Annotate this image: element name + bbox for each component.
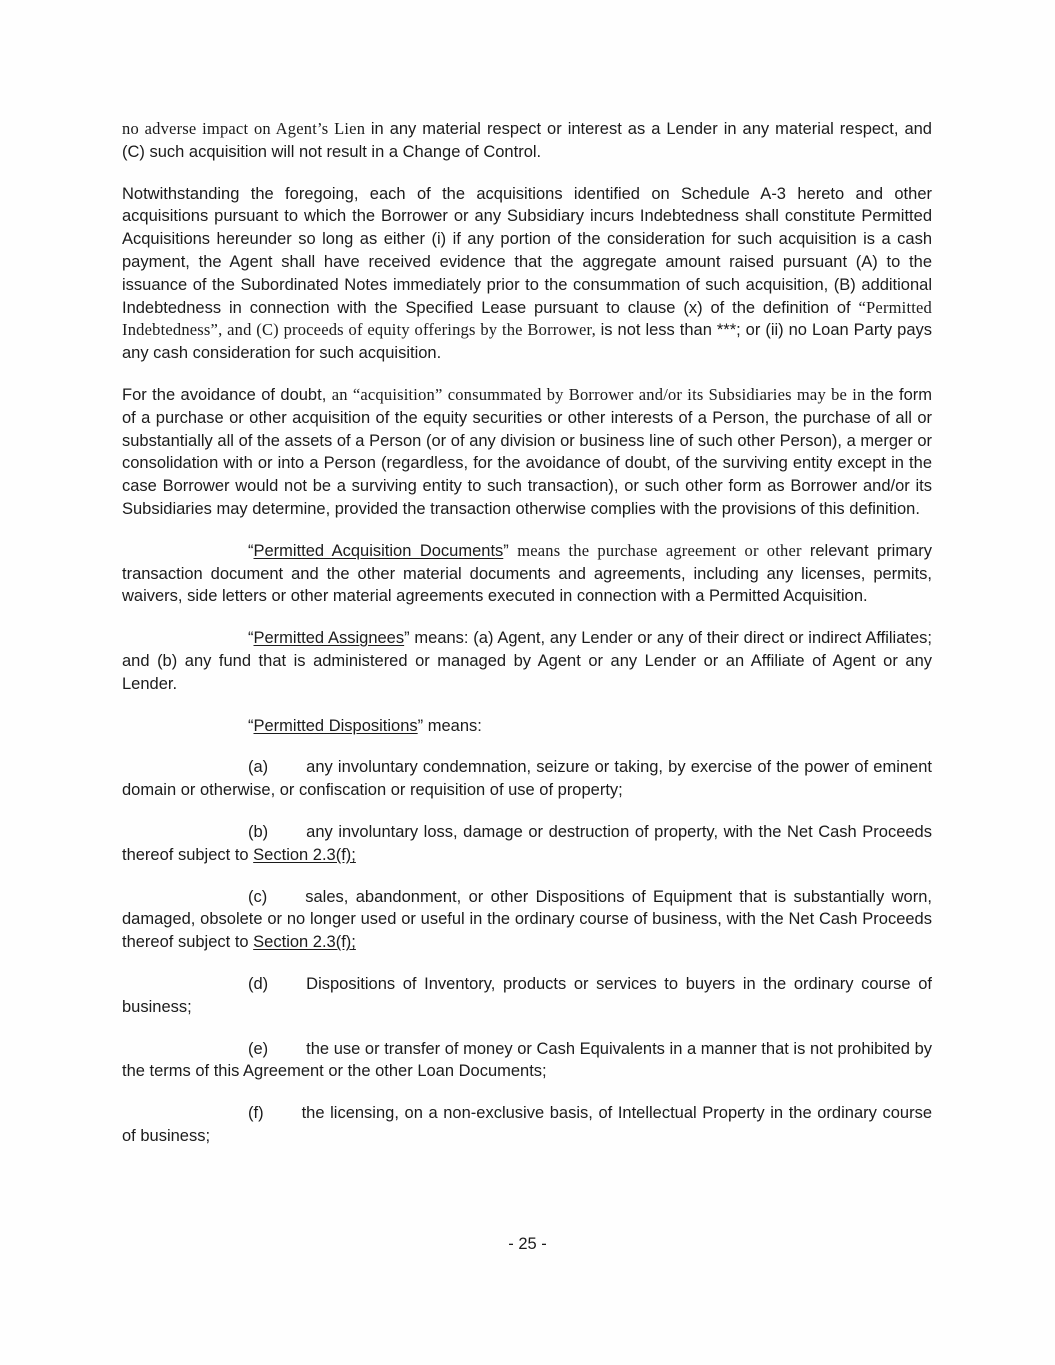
list-marker: (c) [248,887,268,906]
text-segment: relevant primary transaction document and the other material documents and agreements, including any licenses, permits, waivers, side letters or other material agreements executed in connection with a Permitted Acquisition. [122,541,932,606]
text-segment: Dispositions of Inventory, products or services to buyers in the ordinary course of business; [122,974,932,1016]
text-segment: “ [248,541,254,560]
list-marker: (b) [248,822,269,841]
document-content [122,118,932,1148]
text-segment: Notwithstanding the foregoing, each of the acquisitions identified on Schedule A-3 hereto and other acquisitions pursuant to which the Borrower or any Subsidiary incurs Indebtedness shall constitute Permitted Acquisitions hereunder so long as either (i) if any portion of the consideration for such acquisition is a cash payment, the Agent shall have received evidence that the aggregate amount raised pursuant (A) to the issuance of the Subordinated Notes immediately prior to the consummation of such acquisition, (B) additional Indebtedness in connection with the Specified Lease pursuant to clause (x) of the definition of [122,184,932,317]
text-segment: no adverse impact on Agent’s Lien [122,119,371,138]
text-segment: “ [248,716,254,735]
text-segment: an “acquisition” consummated by Borrower and/or its Subsidiaries may be in [331,384,871,404]
paragraph [122,627,932,695]
text-segment: ” means: [417,716,482,735]
text-segment: the form of a purchase or other acquisition of the equity securities or other interests of a Person, the purchase of all or substantially all of the assets of a Person (or of any division or business line of such other Person), a merger or consolidation with or into a Person (regardless, for the avoidance of doubt, of the surviving entity except in the case Borrower would not be a surviving entity to such transaction), or such other form as Borrower and/or its Subsidiaries may determine, provided the transaction otherwise complies with the provisions of this definition. [122,385,933,518]
paragraph [122,1102,932,1148]
list-marker: (e) [248,1039,269,1058]
paragraph [122,821,932,867]
paragraph [122,183,932,365]
text-segment: any involuntary condemnation, seizure or taking, by exercise of the power of eminent domain or otherwise, or confiscation or requisition of use of property; [122,758,932,800]
defined-term: Section 2.3(f); [253,845,356,864]
text-segment: is not less than ***; or (ii) no Loan Party pays any cash consideration for such acquisition. [122,321,932,363]
text-segment: ” means: (a) Agent, any Lender or any of their direct or indirect Affiliates; and (b) any fund that is administered or managed by Agent or any Lender or an Affiliate of Agent or any Lender. [122,629,932,693]
list-marker: (a) [248,758,269,777]
list-marker: (d) [248,974,269,993]
defined-term: Permitted Assignees [253,629,405,648]
paragraph [122,886,932,954]
paragraph [122,715,932,738]
text-segment: “ [248,629,254,648]
paragraph [122,540,932,608]
defined-term: Permitted Dispositions [253,716,418,735]
paragraph [122,756,932,802]
text-segment: the licensing, on a non-exclusive basis, of Intellectual Property in the ordinary course of business; [122,1104,932,1145]
text-segment: “Permitted Indebtedness”, and (C) proceeds of equity offerings by the Borrower, [122,297,932,340]
defined-term: Section 2.3(f); [253,933,356,952]
list-marker: (f) [248,1104,264,1123]
page-number: - 25 - [508,1235,547,1253]
paragraph [122,973,932,1019]
text-segment: sales, abandonment, or other Dispositions of Equipment that is substantially worn, damaged, obsolete or no longer used or useful in the ordinary course of business, with the Net Cash Proceeds thereof subject to [122,887,932,952]
text-segment: any involuntary loss, damage or destruction of property, with the Net Cash Proceeds thereof subject to [122,822,932,864]
paragraph [122,1038,932,1084]
text-segment: in any material respect or interest as a Lender in any material respect, and (C) such acquisition will not result in a Change of Control. [122,120,932,161]
paragraph [122,118,932,164]
text-segment: For the avoidance of doubt, [122,385,332,404]
paragraph [122,384,932,521]
text-segment: means the purchase agreement or other [517,540,810,560]
text-segment: the use or transfer of money or Cash Equivalents in a manner that is not prohibited by the terms of this Agreement or the other Loan Documents; [122,1039,932,1081]
defined-term: Permitted Acquisition Documents [253,541,504,560]
text-segment: ” [503,541,518,560]
